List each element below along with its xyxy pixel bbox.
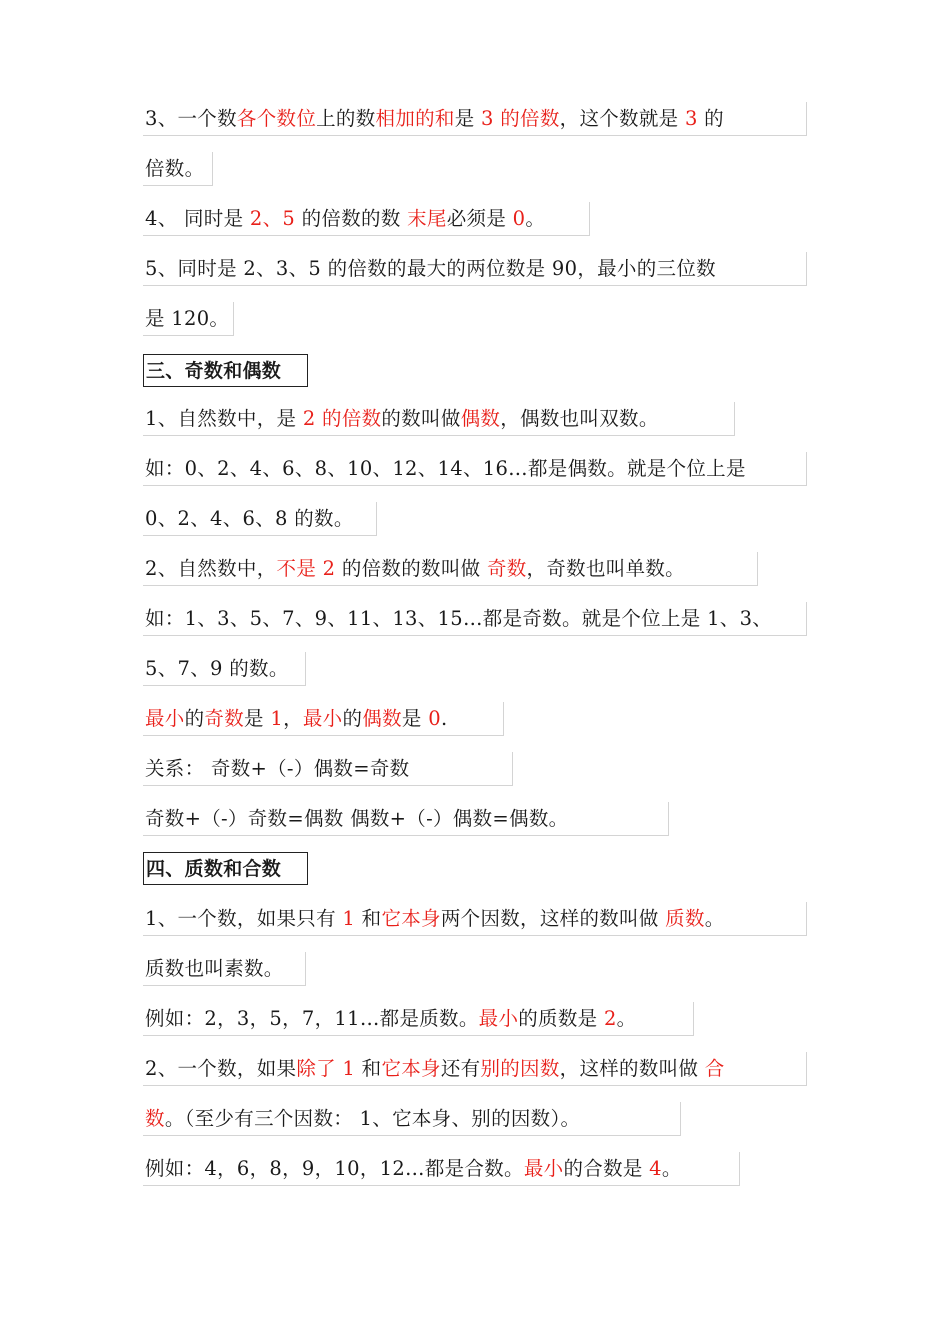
text-segment: ，奇数也叫单数。 xyxy=(526,557,685,580)
text-segment: 例如：2，3，5，7，11…都是质数。 xyxy=(145,1007,479,1030)
text-segment: 如：0、2、4、6、8、10、12、14、16…都是偶数。就是个位上是 xyxy=(145,457,746,480)
text-line xyxy=(143,952,306,986)
text-line xyxy=(143,1052,807,1086)
text-segment: 和 xyxy=(355,907,382,930)
highlighted-term: 2、5 xyxy=(249,207,296,230)
text-segment: 上的数 xyxy=(316,107,376,130)
highlighted-term: 末尾 xyxy=(407,207,447,230)
text-segment: ， xyxy=(283,707,303,730)
highlighted-term: 最小 xyxy=(523,1157,564,1180)
highlighted-term: 合 xyxy=(704,1057,725,1080)
highlighted-term: 数 xyxy=(145,1107,165,1130)
text-segment: 例如：4，6，8，9，10，12…都是合数。 xyxy=(145,1157,524,1180)
highlighted-term: 它本身 xyxy=(381,1057,441,1080)
text-segment: 是 xyxy=(454,107,482,130)
text-segment: 的 xyxy=(184,707,205,730)
text-segment: 两个因数，这样的数叫做 xyxy=(440,907,666,930)
text-segment: ，这样的数叫做 xyxy=(559,1057,705,1080)
highlighted-term: 奇数 xyxy=(486,557,527,580)
text-segment: 如：1、3、5、7、9、11、13、15…都是奇数。就是个位上是 1、3、 xyxy=(145,607,773,630)
text-segment: 。（至少有三个因数： 1、它本身、别的因数）。 xyxy=(164,1107,581,1130)
text-segment: 是 120。 xyxy=(145,307,230,330)
highlighted-term: 1 xyxy=(270,707,284,730)
highlighted-term: 3 的倍数 xyxy=(481,107,560,130)
text-line xyxy=(143,902,807,936)
text-segment: . xyxy=(440,707,448,730)
text-line xyxy=(143,1002,694,1036)
text-segment: 5、同时是 2、3、5 的倍数的最大的两位数是 90，最小的三位数 xyxy=(145,257,716,280)
text-segment: 的数叫做 xyxy=(381,407,461,430)
text-line xyxy=(143,252,807,286)
text-segment: 还有 xyxy=(440,1057,481,1080)
text-line xyxy=(143,402,735,436)
text-segment: 三、奇数和偶数 xyxy=(146,360,282,382)
highlighted-term: 1 xyxy=(342,907,356,930)
section-heading xyxy=(143,852,308,885)
text-segment: 的合数是 xyxy=(563,1157,650,1180)
text-segment: 四、质数和合数 xyxy=(146,858,282,880)
text-segment: 是 xyxy=(401,707,429,730)
text-segment: 1、一个数，如果只有 xyxy=(145,907,343,930)
text-segment: 必须是 xyxy=(446,207,513,230)
text-segment: 关系： 奇数+（-）偶数=奇数 xyxy=(145,757,410,780)
highlighted-term: 最小 xyxy=(302,707,343,730)
text-segment: 4、 同时是 xyxy=(145,207,250,230)
text-segment: 5、7、9 的数。 xyxy=(145,657,289,680)
text-segment: 。 xyxy=(616,1007,637,1030)
text-line xyxy=(143,1152,740,1186)
text-segment: 。 xyxy=(704,907,725,930)
highlighted-term: 除了 1 xyxy=(296,1057,356,1080)
text-line xyxy=(143,152,213,186)
text-segment: 。 xyxy=(525,207,546,230)
text-line xyxy=(143,102,807,136)
highlighted-term: 不是 2 xyxy=(276,557,336,580)
text-segment: 2、一个数，如果 xyxy=(145,1057,297,1080)
highlighted-term: 3 xyxy=(684,107,698,130)
highlighted-term: 它本身 xyxy=(381,907,441,930)
text-segment: 的倍数的数 xyxy=(295,207,408,230)
text-line xyxy=(143,202,590,236)
text-segment: 0、2、4、6、8 的数。 xyxy=(145,507,354,530)
text-line xyxy=(143,1102,681,1136)
text-segment: 的 xyxy=(697,107,724,130)
text-segment: 3、一个数 xyxy=(145,107,237,130)
highlighted-term: 0 xyxy=(512,207,526,230)
text-segment: 和 xyxy=(355,1057,382,1080)
highlighted-term: 相加的和 xyxy=(375,107,455,130)
text-segment: ，这个数就是 xyxy=(559,107,685,130)
text-segment: 倍数。 xyxy=(145,157,205,180)
text-line xyxy=(143,702,504,736)
text-segment: 奇数+（-）奇数=偶数 偶数+（-）偶数=偶数。 xyxy=(145,807,569,830)
highlighted-term: 质数 xyxy=(665,907,705,930)
highlighted-term: 2 的倍数 xyxy=(302,407,382,430)
text-line xyxy=(143,552,758,586)
text-line xyxy=(143,452,807,486)
highlighted-term: 2 xyxy=(603,1007,617,1030)
highlighted-term: 偶数 xyxy=(460,407,501,430)
highlighted-term: 各个数位 xyxy=(236,107,317,130)
text-line xyxy=(143,652,306,686)
text-line xyxy=(143,802,669,836)
text-line xyxy=(143,502,377,536)
highlighted-term: 最小 xyxy=(145,707,185,730)
text-segment: 2、自然数中， xyxy=(145,557,277,580)
text-segment: 的质数是 xyxy=(518,1007,604,1030)
highlighted-term: 偶数 xyxy=(362,707,402,730)
highlighted-term: 最小 xyxy=(478,1007,519,1030)
highlighted-term: 奇数 xyxy=(204,707,245,730)
highlighted-term: 4 xyxy=(649,1157,662,1180)
text-line xyxy=(143,602,807,636)
text-segment: 的 xyxy=(342,707,363,730)
highlighted-term: 别的因数 xyxy=(480,1057,560,1080)
text-line xyxy=(143,302,234,336)
section-heading xyxy=(143,354,308,387)
text-segment: 的倍数的数叫做 xyxy=(335,557,487,580)
text-segment: 是 xyxy=(244,707,271,730)
text-line xyxy=(143,752,513,786)
text-segment: 。 xyxy=(661,1157,682,1180)
text-segment: 质数也叫素数。 xyxy=(145,957,284,980)
text-segment: ，偶数也叫双数。 xyxy=(500,407,659,430)
highlighted-term: 0 xyxy=(428,707,441,730)
text-segment: 1、自然数中，是 xyxy=(145,407,303,430)
